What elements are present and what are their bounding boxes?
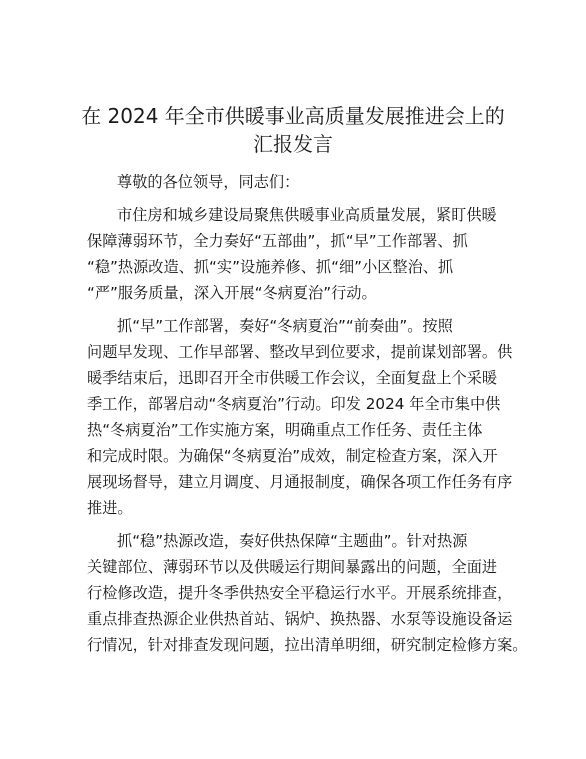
paragraph-line: 热“冬病夏治”工作实施方案，明确重点工作任务、责任主体	[87, 421, 483, 439]
salutation: 尊敬的各位领导，同志们：	[117, 173, 300, 191]
paragraph-line: 保障薄弱环节，全力奏好“五部曲”，抓“早”工作部署、抓	[87, 232, 468, 250]
paragraph-line: 行情况，针对排查发现问题，拉出清单明细，研究制定检修方案。	[87, 636, 528, 654]
paragraph-line: 行检修改造，提升冬季供热安全平稳运行水平。开展系统排查，	[87, 584, 513, 602]
paragraph-line: 季工作，部署启动“冬病夏治”行动。印发 2024 年全市集中供	[87, 395, 501, 413]
paragraph-line: 和完成时限。为确保“冬病夏治”成效，制定检查方案，深入开	[87, 447, 498, 465]
paragraph-line: 问题早发现、工作早部署、整改早到位要求，提前谋划部署。供	[87, 343, 513, 361]
document-title-line-2: 汇报发言	[253, 132, 333, 156]
paragraph-line: 重点排查热源企业供热首站、锅炉、换热器、水泵等设施设备运	[87, 610, 513, 628]
paragraph-line: 展现场督导，建立月调度、月通报制度，确保各项工作任务有序	[87, 473, 513, 491]
paragraph-line: 关键部位、薄弱环节以及供暖运行期间暴露出的问题，全面进	[87, 558, 498, 576]
paragraph-line: “严”服务质量，深入开展“冬病夏治”行动。	[87, 284, 377, 302]
paragraph-line: 暖季结束后，迅即召开全市供暖工作会议，全面复盘上个采暖	[87, 369, 498, 387]
paragraph-line: 抓“稳”热源改造，奏好供热保障“主题曲”。针对热源	[117, 532, 468, 550]
paragraph-line: 推进。	[87, 499, 133, 517]
paragraph-line: 抓“早”工作部署，奏好“冬病夏治”“前奏曲”。按照	[117, 317, 453, 335]
paragraph-line: 市住房和城乡建设局聚焦供暖事业高质量发展，紧盯供暖	[117, 206, 497, 224]
paragraph-line: “稳”热源改造、抓“实”设施养修、抓“细”小区整治、抓	[87, 258, 454, 276]
document-title-line-1: 在 2024 年全市供暖事业高质量发展推进会上的	[81, 104, 505, 128]
